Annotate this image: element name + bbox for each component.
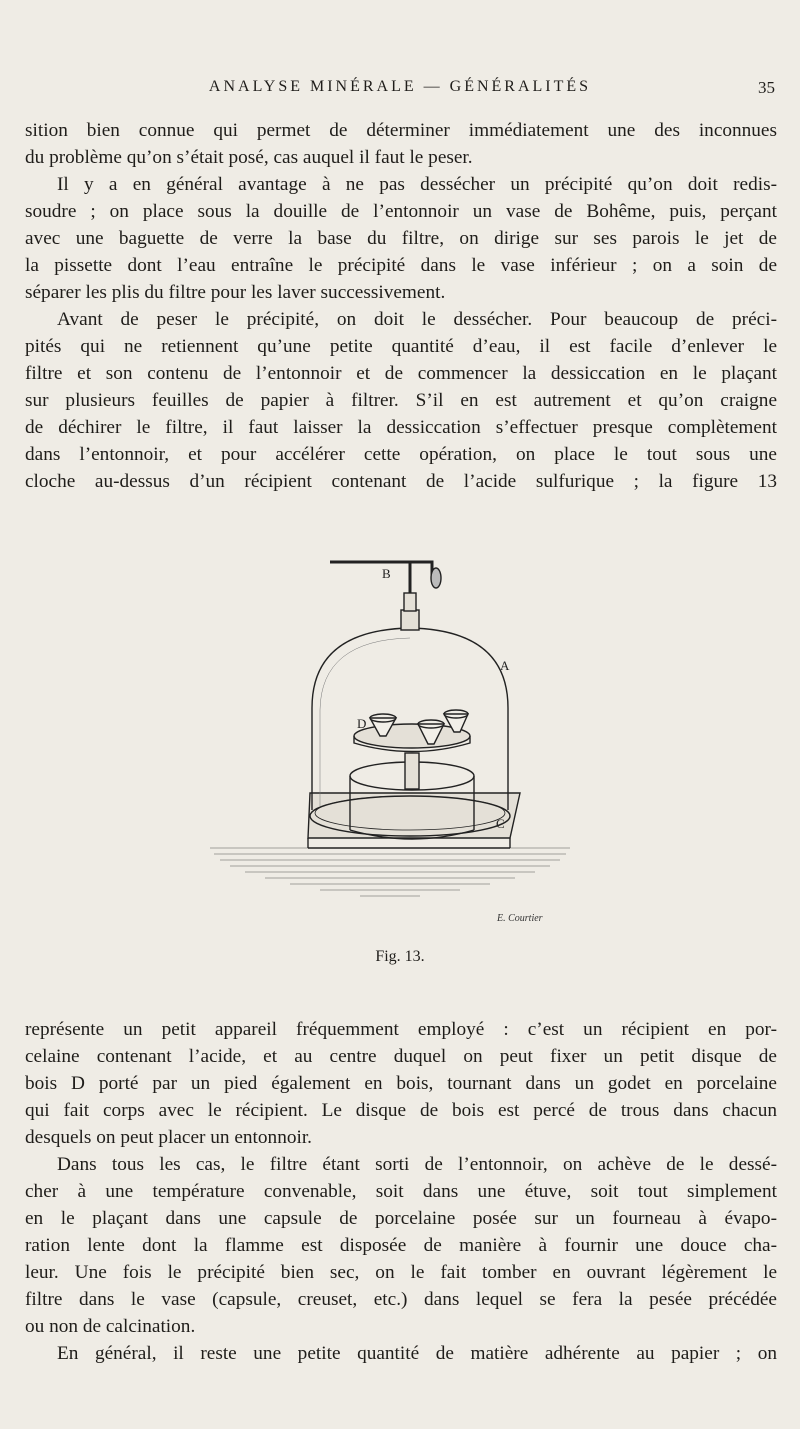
tube-b bbox=[410, 562, 432, 593]
text-line: la pissette dont l’eau entraîne le précipité dans le vase inférieur ; on a soin de bbox=[25, 255, 777, 276]
text-line: bois D porté par un pied également en bois, tournant dans un godet en porcelaine bbox=[25, 1073, 777, 1094]
text-line: leur. Une fois le précipité bien sec, on le fait tomber en ouvrant légèrement le bbox=[25, 1262, 777, 1283]
text-line: sition bien connue qui permet de déterminer immédiatement une des inconnues bbox=[25, 120, 777, 141]
text-line: ou non de calcination. bbox=[25, 1316, 196, 1337]
text-line: desquels on peut placer un entonnoir. bbox=[25, 1127, 313, 1148]
text-line: soudre ; on place sous la douille de l’entonnoir un vase de Bohême, puis, perçant bbox=[25, 201, 777, 222]
bell-jar-neck bbox=[401, 610, 419, 630]
text-line: celaine contenant l’acide, et au centre duquel on peut fixer un petit disque de bbox=[25, 1046, 777, 1067]
text-line: En général, il reste une petite quantité de matière adhérente au papier ; on bbox=[57, 1343, 777, 1364]
text-line: pités qui ne retiennent qu’une petite quantité d’eau, il est facile d’enlever le bbox=[25, 336, 777, 357]
text-line: en le plaçant dans une capsule de porcelaine posée sur un fourneau à évapo- bbox=[25, 1208, 777, 1229]
page-number: 35 bbox=[758, 78, 775, 97]
label-c: C bbox=[496, 816, 505, 831]
text-line: cloche au-dessus d’un récipient contenant de l’acide sulfurique ; la figure 13 bbox=[25, 471, 777, 492]
text-line: cher à une température convenable, soit dans une étuve, soit tout simplement bbox=[25, 1181, 777, 1202]
text-line: Dans tous les cas, le filtre étant sorti de l’entonnoir, on achève de le dessé- bbox=[57, 1154, 777, 1175]
text-block-upper bbox=[25, 117, 777, 495]
running-title: ANALYSE MINÉRALE — GÉNÉRALITÉS bbox=[208, 78, 592, 95]
label-d: D bbox=[357, 716, 367, 731]
text-line: du problème qu’on s’était posé, cas auquel il faut le peser. bbox=[25, 147, 473, 168]
text-line: Il y a en général avantage à ne pas dessécher un précipité qu’on doit redis- bbox=[57, 174, 777, 195]
base-plate bbox=[308, 793, 520, 838]
text-block-lower bbox=[25, 1016, 777, 1367]
text-line: de déchirer le filtre, il faut laisser la dessiccation s’effectuer presque complètement bbox=[25, 417, 777, 438]
text-line: séparer les plis du filtre pour les laver successivement. bbox=[25, 282, 446, 303]
text-line: filtre dans le vase (capsule, creuset, etc.) dans lequel se fera la pesée précédée bbox=[25, 1289, 777, 1310]
desiccator-illustration bbox=[200, 548, 580, 928]
figure-caption: Fig. 13. bbox=[375, 948, 425, 965]
stopcock bbox=[431, 568, 441, 588]
text-line: ration lente dont la flamme est disposée de manière à fournir une douce cha- bbox=[25, 1235, 777, 1256]
text-line: filtre et son contenu de l’entonnoir et de commencer la dessiccation en le plaçant bbox=[25, 363, 777, 384]
text-line: représente un petit appareil fréquemment employé : c’est un récipient en por- bbox=[25, 1019, 777, 1040]
running-header bbox=[25, 74, 775, 102]
shadow-hatching bbox=[210, 848, 570, 896]
text-line: avec une baguette de verre la base du filtre, on dirige sur ses parois le jet de bbox=[25, 228, 777, 249]
wooden-stem bbox=[405, 753, 419, 789]
text-line: qui fait corps avec le récipient. Le disque de bois est percé de trous dans chacun bbox=[25, 1100, 777, 1121]
label-b: B bbox=[382, 566, 391, 581]
text-line: dans l’entonnoir, et pour accélérer cette opération, on place le tout sous une bbox=[25, 444, 777, 465]
label-a: A bbox=[500, 658, 510, 673]
text-line: Avant de peser le précipité, on doit le dessécher. Pour beaucoup de préci- bbox=[57, 309, 777, 330]
text-line: sur plusieurs feuilles de papier à filtrer. S’il en est autrement et qu’on craigne bbox=[25, 390, 777, 411]
engraver-signature: E. Courtier bbox=[497, 913, 543, 924]
